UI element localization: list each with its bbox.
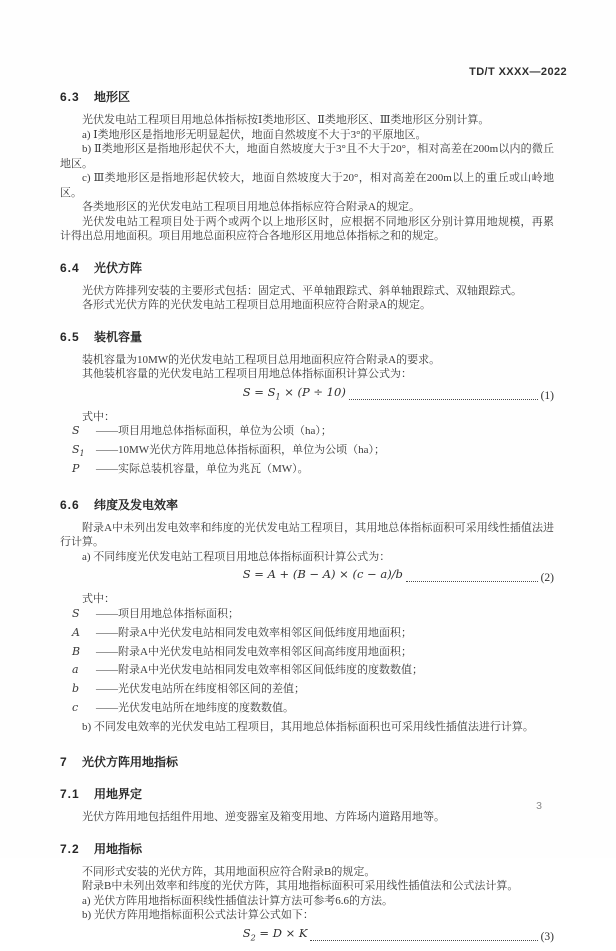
definition-text: ——项目用地总体指标面积； — [96, 607, 239, 620]
paragraph: 其他装机容量的光伏发电站工程项目用地总体指标面积计算公式为： — [82, 368, 412, 380]
section-number: 6.3 — [60, 90, 80, 104]
paragraph: 光伏发电站工程项目用地总体指标按Ⅰ类地形区、Ⅱ类地形区、Ⅲ类地形区分别计算。 — [82, 114, 490, 126]
definition-symbol: B — [72, 644, 81, 658]
formula-1 — [60, 385, 554, 404]
paragraph: 各形式光伏方阵的光伏发电站工程项目总用地面积应符合附录A的规定。 — [82, 299, 431, 311]
section-heading-7-2 — [60, 840, 554, 857]
section-number: 7.2 — [60, 841, 80, 856]
dotted-leader — [406, 580, 538, 582]
definition-text: ——附录A中光伏发电站相同发电效率相邻区间低纬度的度数数值； — [96, 664, 423, 677]
formula-number: (2) — [540, 572, 554, 585]
definition-item — [72, 682, 554, 701]
paragraph: 光伏方阵用地包括组件用地、逆变器室及箱变用地、方阵场内道路用地等。 — [82, 811, 445, 824]
definition-symbol: P — [72, 461, 80, 475]
paragraph: a) 不同纬度光伏发电站工程项目用地总体指标面积计算公式为： — [82, 550, 391, 563]
definition-item — [72, 462, 554, 481]
definition-text: ——光伏发电站所在纬度相邻区间的差值； — [96, 683, 305, 696]
page-number: 3 — [536, 800, 542, 812]
definition-text: ——10MW光伏方阵用地总体指标面积，单位为公顷（ha）； — [96, 444, 386, 457]
definition-symbol: S — [72, 424, 80, 438]
dotted-leader — [310, 939, 537, 941]
section-number: 6.6 — [60, 497, 80, 512]
paragraph: 附录A中未列出发电效率和纬度的光伏发电站工程项目，其用地总体指标面积可采用线性插值法进行计算。 — [60, 521, 554, 549]
definition-text: ——实际总装机容量，单位为兆瓦（MW）。 — [96, 462, 309, 475]
definition-item — [72, 424, 554, 443]
definition-item — [72, 701, 554, 720]
paragraph: a) Ⅰ类地形区是指地形无明显起伏，地面自然坡度不大于3°的平原地区。 — [82, 128, 427, 141]
section-title: 用地界定 — [94, 787, 143, 802]
formula-number: (1) — [540, 389, 554, 402]
formula-expression: S = A + (B − A) × (c − a)/b — [242, 567, 403, 582]
paragraph: 各类地形区的光伏发电站工程项目用地总体指标应符合附录A的规定。 — [82, 201, 420, 213]
formula-number: (3) — [540, 930, 554, 943]
section-number: 6.4 — [60, 260, 80, 275]
section-heading-6-3 — [60, 88, 554, 105]
section-title: 装机容量 — [94, 329, 143, 344]
definition-symbol: b — [72, 682, 80, 696]
definition-text: ——项目用地总体指标面积，单位为公顷（ha）； — [96, 425, 332, 438]
section-heading-7-1 — [60, 785, 554, 802]
paragraph: 光伏方阵排列安装的主要形式包括：固定式、平单轴跟踪式、斜单轴跟踪式、双轴跟踪式。 — [82, 284, 522, 297]
definition-list — [72, 607, 554, 720]
definition-text: ——附录A中光伏发电站相同发电效率相邻区间低纬度用地面积； — [96, 626, 412, 639]
section-title: 地形区 — [94, 90, 131, 104]
section-title: 纬度及发电效率 — [94, 497, 179, 512]
section-heading-6-5 — [60, 328, 554, 345]
definition-item — [72, 443, 554, 462]
paragraph: 光伏发电站工程项目处于两个或两个以上地形区时，应根据不同地形区分别计算用地规模，再累计得出总用地面积。项目用地总面积应符合各地形区用地总体指标之和的规定。 — [60, 215, 554, 242]
definition-item — [72, 626, 554, 645]
section-number: 7 — [60, 755, 68, 770]
section-title: 用地指标 — [94, 841, 143, 856]
formula-expression: $S = S_1 \times (P \div 10)$ — [242, 384, 346, 401]
document-body — [60, 88, 554, 951]
paragraph: 装机容量为10MW的光伏发电站工程项目总用地面积应符合附录A的要求。 — [82, 353, 441, 366]
section-number: 6.5 — [60, 329, 80, 344]
paragraph: b) Ⅱ类地形区是指地形起伏不大，地面自然坡度大于3°且不大于20°，相对高差在200m以内的微丘地区。 — [60, 143, 554, 170]
paragraph: a) 光伏方阵用地指标面积线性插值法计算方法可参考6.6的方法。 — [82, 894, 394, 907]
where-label: 式中： — [82, 593, 115, 606]
paragraph: 不同形式安装的光伏方阵，其用地面积应符合附录B的规定。 — [82, 865, 376, 878]
chapter-heading-7 — [60, 753, 554, 770]
definition-symbol: A — [72, 625, 80, 639]
formula-3 — [60, 926, 554, 945]
section-heading-6-6 — [60, 496, 554, 513]
definition-list — [72, 424, 554, 480]
definition-item — [72, 663, 554, 682]
section-number: 7.1 — [60, 787, 80, 802]
formula-expression: $S_2 = D \times K$ — [242, 925, 308, 942]
section-title: 光伏方阵用地指标 — [82, 755, 179, 770]
where-label: 式中： — [82, 410, 115, 423]
definition-symbol: a — [72, 663, 79, 677]
formula-2 — [60, 567, 554, 586]
paragraph: b) 光伏方阵用地指标面积公式法计算公式如下： — [82, 909, 314, 922]
definition-text: ——光伏发电站所在地纬度的度数数值。 — [96, 701, 294, 714]
definition-symbol: c — [72, 700, 79, 714]
paragraph: b) 不同发电效率的光伏发电站工程项目，其用地总体指标面积也可采用线性插值法进行计算。 — [82, 720, 534, 733]
definition-item — [72, 645, 554, 664]
definition-symbol: $S_1$ — [72, 443, 85, 459]
definition-text: ——附录A中光伏发电站相同发电效率相邻区间高纬度用地面积； — [96, 645, 412, 658]
dotted-leader — [349, 398, 538, 400]
definition-symbol: S — [72, 606, 80, 620]
section-title: 光伏方阵 — [94, 260, 143, 275]
definition-item — [72, 607, 554, 626]
paragraph: c) Ⅲ类地形区是指地形起伏较大，地面自然坡度大于20°，相对高差在200m以上的重丘或山岭地区。 — [60, 172, 554, 199]
section-heading-6-4 — [60, 259, 554, 276]
document-code: TD/T XXXX—2022 — [469, 66, 567, 78]
paragraph: 附录B中未列出效率和纬度的光伏方阵，其用地指标面积可采用线性插值法和公式法计算。 — [82, 880, 519, 893]
